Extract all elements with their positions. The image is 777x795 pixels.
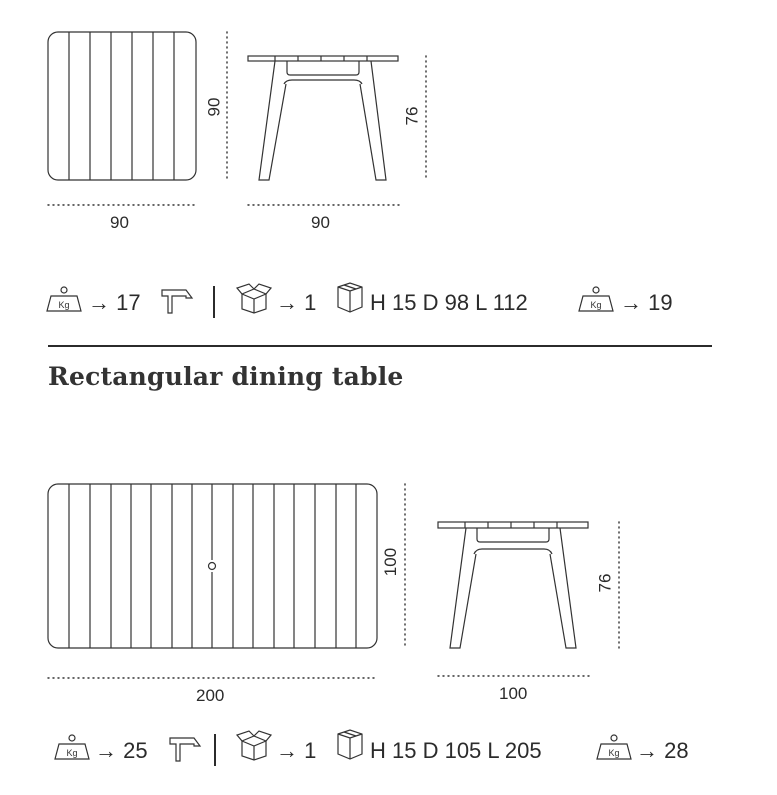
assembly-tool-icon [168,734,202,762]
table2-box-dimensions: H 15 D 105 L 205 [370,738,542,763]
table2-side-width-label: 100 [499,684,528,703]
table1-top-width-label: 90 [110,213,129,232]
weight-kg-icon [596,734,632,762]
open-box-icon [236,728,272,762]
table1-height-label: 76 [402,106,422,126]
svg-text:Kg: Kg [608,748,620,758]
table2-net-weight: → 25 [95,738,148,763]
table1-gross-weight: → 19 [620,290,673,315]
svg-text:Kg: Kg [58,300,70,310]
table1-box-dimensions: H 15 D 98 L 112 [370,290,528,315]
section-title: Rectangular dining table [48,362,404,391]
closed-box-icon [334,728,366,762]
table2-box-count: → 1 [276,738,317,763]
table2-height-label: 76 [595,573,615,593]
table1-side-width-label: 90 [311,213,330,232]
table2-top-depth-label: 100 [381,547,401,577]
weight-kg-icon [54,734,90,762]
svg-text:Kg: Kg [590,300,602,310]
svg-text:Kg: Kg [66,748,78,758]
table2-top-width-label: 200 [196,686,225,705]
table1-box-count: → 1 [276,290,317,315]
table1-top-depth-label: 90 [204,97,224,117]
separator [214,734,216,766]
table1-net-weight: → 17 [88,290,141,315]
table2-gross-weight: → 28 [636,738,689,763]
